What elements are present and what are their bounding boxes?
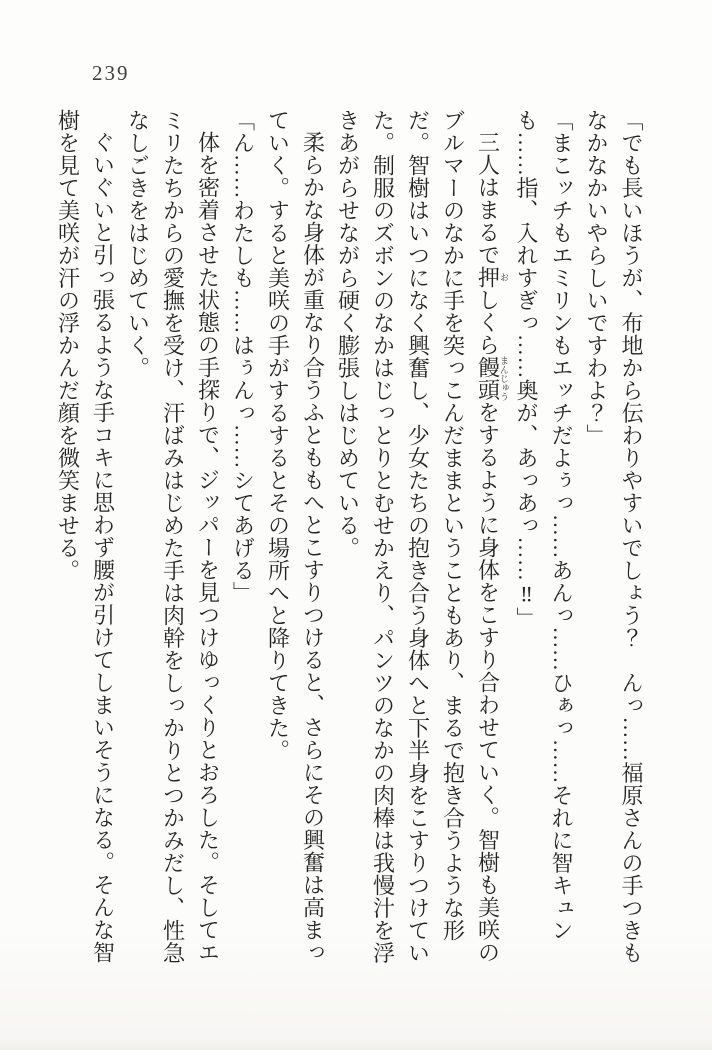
paragraph-4: 柔らかな身体が重なり合うふとももへとこすりつけると、さらにその興奮は高まっていく。すると美咲の手がするするとその場所へと降りてきた。 — [265, 109, 326, 964]
paragraph-2: 「まこッチもエミリンもエッチだよぅっ……あんっ……ひぁっ……それに智キュンも……指、入れすぎっ……奥が、あっあっ……‼」 — [514, 109, 574, 942]
paragraph-3: 三人はまるで押おしくら饅頭まんじゅうをするように身体をこすり合わせていく。智樹も美咲のブルマーのなかに手を突っこんだままということもあり、まるで抱き合うような形だ。智樹はいつになく興奮し、少女たちの抱き合う身体へと下半身をこすりつけていた。制服のズボンのなかはじっとりとむせかえり、パンツのなかの肉棒は我慢汁を浮きあがらせながら硬く膨張しはじめている。 — [335, 109, 509, 964]
paragraph-5: 「ん……わたしも……はぅんっ……シてあげる」 — [230, 109, 256, 604]
page-number: 239 — [92, 61, 130, 85]
paragraph-1: 「でも長いほうが、布地から伝わりやすいでしょう？ んっ……福原さんの手つきもなかなかいやらしいですわよ？」 — [584, 109, 644, 964]
ruby-annotated-word: 押お — [475, 266, 509, 289]
paragraph-6: 体を密着させた状態の手探りで、ジッパーを見つけゆっくりとおろした。そしてエミリたちからの愛撫を受け、汗ばみはじめた手は肉幹をしっかりとつかみだし、性急なしごきをはじめていく。 — [125, 109, 221, 964]
paragraph-7: ぐいぐいと引っ張るような手コキに思わず腰が引けてしまいそうになる。そんな智樹を見て美咲が汗の浮かんだ顔を微笑ませる。 — [55, 109, 116, 964]
ruby-annotated-word: 饅頭まんじゅう — [475, 356, 509, 401]
text-block — [51, 109, 650, 981]
